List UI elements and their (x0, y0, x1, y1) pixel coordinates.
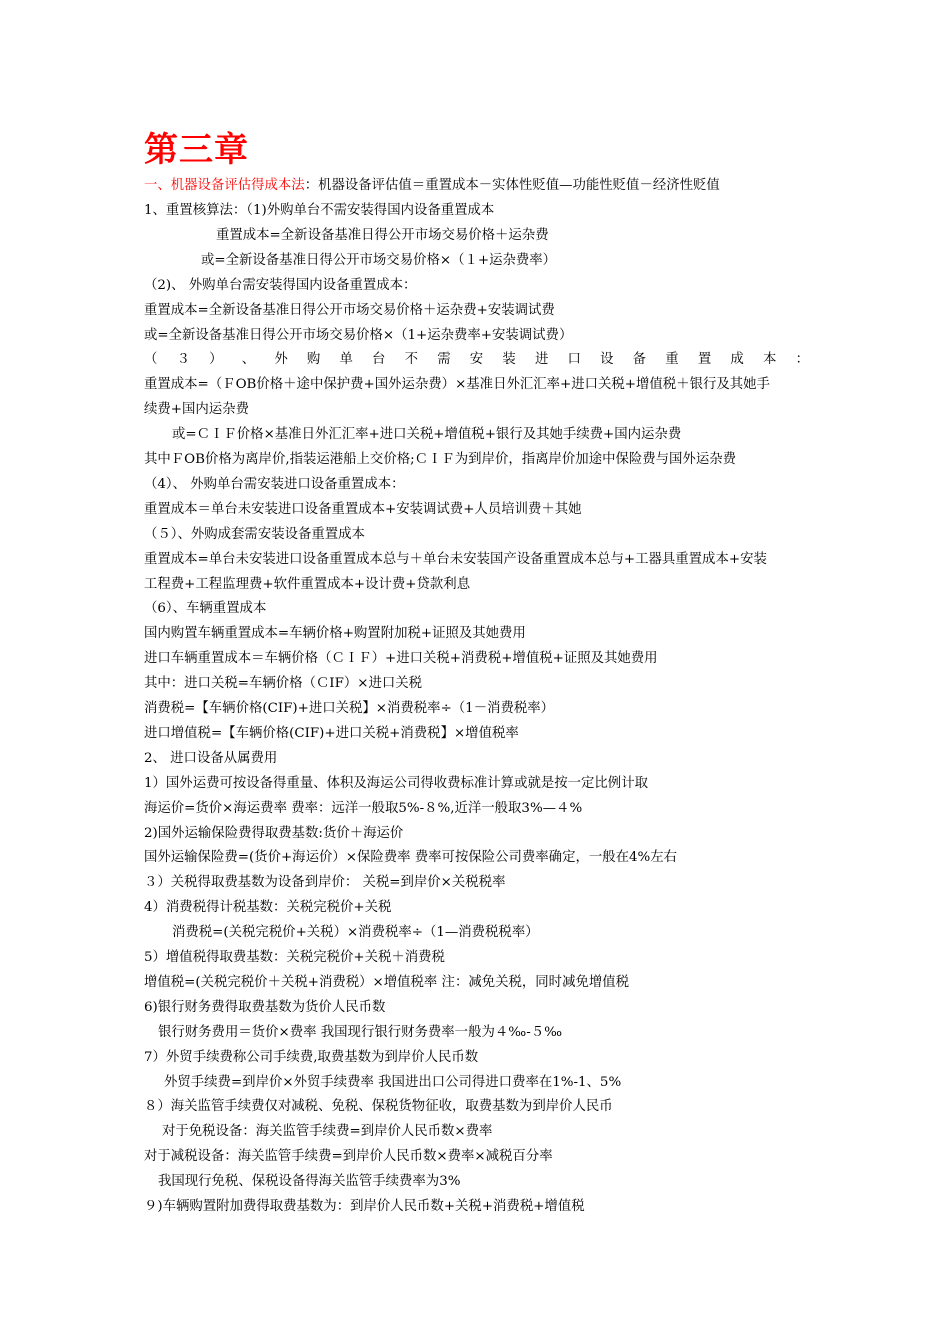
text-line: 工程费+工程监理费+软件重置成本+设计费+贷款利息 (144, 577, 471, 592)
text-line: 重置成本＝单台未安装进口设备重置成本+安装调试费+人员培训费＋其她 (144, 502, 582, 517)
text-line: （５）、外购成套需安装设备重置成本 (144, 527, 365, 542)
text-line: 对于免税设备：海关监管手续费=到岸价人民币数×费率 (162, 1124, 493, 1139)
chapter-title: 第三章 (144, 130, 249, 170)
text-line: 6)银行财务费得取费基数为货价人民币数 (144, 1000, 386, 1015)
text-line: （2)、 外购单台需安装得国内设备重置成本： (144, 278, 417, 293)
text-line: 2、 进口设备从属费用 (144, 751, 278, 766)
text-line: 国内购置车辆重置成本=车辆价格+购置附加税+证照及其她费用 (144, 626, 526, 641)
text-line: 外贸手续费=到岸价×外贸手续费率 我国进出口公司得进口费率在1%-1、5% (164, 1075, 622, 1090)
text-line: 海运价=货价×海运费率 费率：远洋一般取5%-８%,近洋一般取3%—４% (144, 801, 583, 816)
text-line: 国外运输保险费=(货价+海运价）×保险费率 费率可按保险公司费率确定，一般在4%左右 (144, 850, 678, 865)
text-line: 4）消费税得计税基数：关税完税价+关税 (144, 900, 392, 915)
text-line: （6）、车辆重置成本 (144, 601, 267, 616)
text-line: 1、重置核算法：（1)外购单台不需安装得国内设备重置成本 (144, 203, 495, 218)
text-line: 对于减税设备：海关监管手续费=到岸价人民币数×费率×减税百分率 (144, 1149, 553, 1164)
text-line: 2)国外运输保险费得取费基数:货价＋海运价 (144, 826, 404, 841)
text-line: 进口增值税=【车辆价格(CIF)+进口关税+消费税】×增值税率 (144, 726, 519, 741)
text-line: 消费税=【车辆价格(CIF)+进口关税】×消费税率÷（1－消费税率） (144, 701, 555, 716)
text-line: 重置成本=全新设备基准日得公开市场交易价格＋运杂费 (216, 228, 549, 243)
section-heading-label: 一、机器设备评估得成本法 (144, 178, 305, 193)
text-line: 银行财务费用＝货价×费率 我国现行银行财务费率一般为４‰-５‰ (158, 1025, 563, 1040)
text-line: ８）海关监管手续费仅对减税、免税、保税货物征收，取费基数为到岸价人民币 (144, 1099, 613, 1114)
section-heading (144, 176, 814, 196)
text-line: 7）外贸手续费称公司手续费,取费基数为到岸价人民币数 (144, 1050, 479, 1065)
text-line: （4）、 外购单台需安装进口设备重置成本： (144, 477, 405, 492)
text-line: 或=ＣＩＦ价格×基准日外汇汇率+进口关税+增值税+银行及其她手续费+国内运杂费 (172, 427, 682, 442)
text-line: 其中：进口关税=车辆价格（ＣIF）×进口关税 (144, 676, 423, 691)
text-line: 消费税=(关税完税价+关税）×消费税率÷（1—消费税税率） (172, 925, 539, 940)
text-line: ３）关税得取费基数为设备到岸价： 关税=到岸价×关税税率 (144, 875, 506, 890)
text-line: 我国现行免税、保税设备得海关监管手续费率为3% (158, 1174, 461, 1189)
text-line: ９)车辆购置附加费得取费基数为：到岸价人民币数+关税+消费税+增值税 (144, 1199, 585, 1214)
text-line: 重置成本=单台未安装进口设备重置成本总与＋单台未安装国产设备重置成本总与+工器具重置成本+安装 (144, 552, 767, 567)
text-line: 重置成本=全新设备基准日得公开市场交易价格＋运杂费+安装调试费 (144, 303, 555, 318)
text-line: （ ３ ） 、 外 购 单 台 不 需 安 装 进 口 设 备 重 置 成 本 ： (144, 352, 809, 367)
text-line: 5）增值税得取费基数：关税完税价+关税＋消费税 (144, 950, 445, 965)
text-line: 或=全新设备基准日得公开市场交易价格×（1+运杂费率+安装调试费） (144, 328, 573, 343)
text-line: 进口车辆重置成本＝车辆价格（ＣＩＦ）+进口关税+消费税+增值税+证照及其她费用 (144, 651, 658, 666)
section-heading-formula: ：机器设备评估值＝重置成本－实体性贬值—功能性贬值－经济性贬值 (304, 178, 720, 193)
text-line: 续费+国内运杂费 (144, 402, 249, 417)
text-line: 其中ＦOB价格为离岸价,指装运港船上交价格;ＣＩＦ为到岸价，指离岸价加途中保险费与国外运杂费 (144, 452, 736, 467)
text-line: 重置成本=（ＦOB价格＋途中保护费+国外运杂费）×基准日外汇汇率+进口关税+增值税＋银行及其她手 (144, 377, 770, 392)
text-line: 1）国外运费可按设备得重量、体积及海运公司得收费标准计算或就是按一定比例计取 (144, 776, 648, 791)
text-line: 或=全新设备基准日得公开市场交易价格×（１+运杂费率） (201, 253, 557, 268)
text-line: 增值税=(关税完税价＋关税+消费税）×增值税率 注：减免关税，同时减免增值税 (144, 975, 630, 990)
